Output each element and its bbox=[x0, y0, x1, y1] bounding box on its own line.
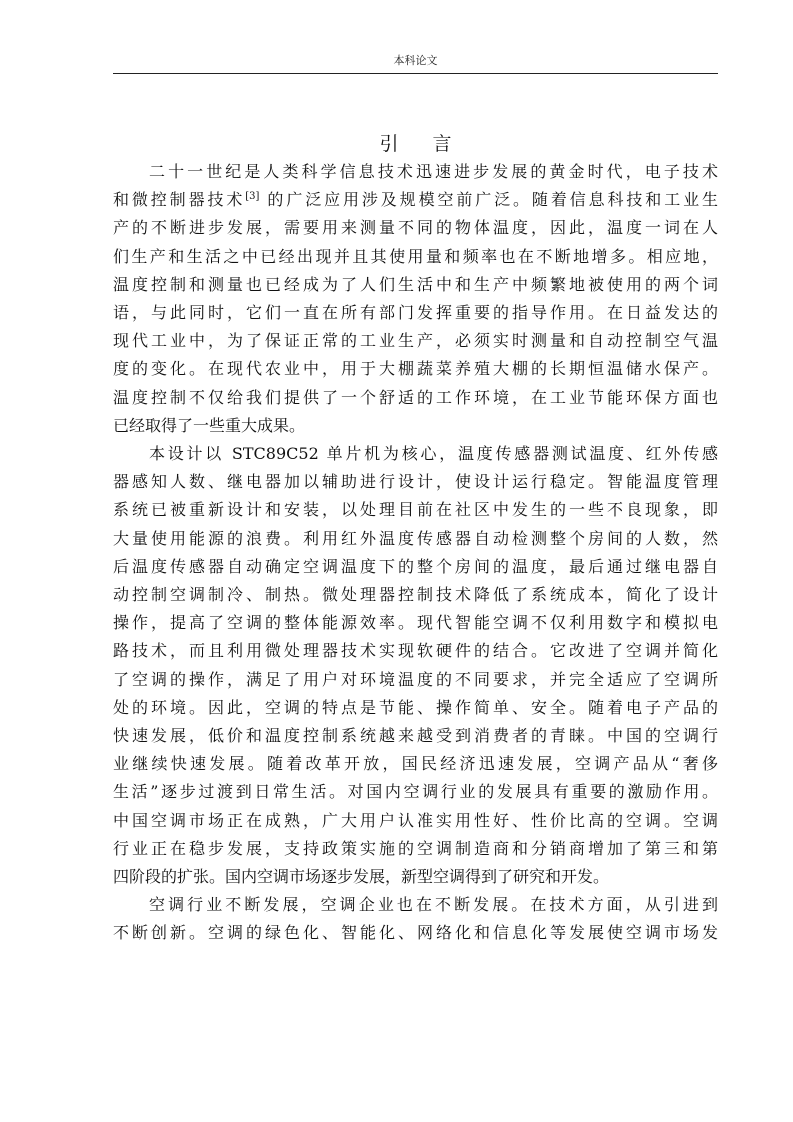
text-line: 业继续快速发展。随着改革开放，国民经济迅速发展，空调产品从“奢侈 bbox=[113, 754, 718, 774]
header-rule bbox=[113, 73, 718, 74]
text-line: 已经取得了一些重大成果。 bbox=[113, 415, 306, 435]
text-line: 路技术，而且利用微处理器技术实现软硬件的结合。它改进了空调并简化 bbox=[113, 641, 718, 661]
text-line: 中国空调市场正在成熟，广大用户认准实用性好、性价比高的空调。空调 bbox=[113, 810, 718, 830]
text-line: 器感知人数、继电器加以辅助进行设计，使设计运行稳定。智能温度管理 bbox=[113, 472, 718, 492]
text-line: 操作，提高了空调的整体能源效率。现代智能空调不仅利用数字和模拟电 bbox=[113, 613, 718, 633]
text-line: 产的不断进步发展，需要用来测量不同的物体温度，因此，温度一词在人 bbox=[113, 218, 718, 238]
text-line: 本设计以 STC89C52 单片机为核心，温度传感器测试温度、红外传感 bbox=[149, 444, 718, 464]
text-line: 行业正在稳步发展，支持政策实施的空调制造商和分销商增加了第三和第 bbox=[113, 838, 718, 858]
text-line: 后温度传感器自动确定空调温度下的整个房间的温度，最后通过继电器自 bbox=[113, 556, 718, 576]
text-line: 空调行业不断发展，空调企业也在不断发展。在技术方面，从引进到 bbox=[149, 895, 718, 915]
text-line: 处的环境。因此，空调的特点是节能、操作简单、安全。随着电子产品的 bbox=[113, 697, 718, 717]
text-line: 四阶段的扩张。国内空调市场逐步发展，新型空调得到了研究和开发。 bbox=[113, 867, 610, 887]
text-line: 动控制空调制冷、制热。微处理器控制技术降低了系统成本，简化了设计 bbox=[113, 585, 718, 605]
text-line: 语，与此同时，它们一直在所有部门发挥重要的指导作用。在日益发达的 bbox=[113, 303, 718, 323]
text-line: 大量使用能源的浪费。利用红外温度传感器自动检测整个房间的人数，然 bbox=[113, 528, 718, 548]
text-line: 了空调的操作，满足了用户对环境温度的不同要求，并完全适应了空调所 bbox=[113, 669, 718, 689]
text-line: 系统已被重新设计和安装，以处理目前在社区中发生的一些不良现象，即 bbox=[113, 500, 718, 520]
text-line: 生活”逐步过渡到日常生活。对国内空调行业的发展具有重要的激励作用。 bbox=[113, 782, 718, 802]
text-line: 温度控制和测量也已经成为了人们生活中和生产中频繁地被使用的两个词 bbox=[113, 274, 718, 294]
paragraph-2 bbox=[113, 440, 718, 891]
running-header: 本科论文 bbox=[393, 54, 438, 67]
text-line: 们生产和生活之中已经出现并且其使用量和频率也在不断地增多。相应地， bbox=[113, 246, 718, 266]
text-line: 不断创新。空调的绿色化、智能化、网络化和信息化等发展使空调市场发 bbox=[113, 923, 718, 943]
body-text bbox=[113, 158, 718, 948]
paragraph-3 bbox=[113, 891, 718, 947]
text-line: 快速发展，低价和温度控制系统越来越受到消费者的青睐。中国的空调行 bbox=[113, 726, 718, 746]
citation-ref[interactable]: [3] bbox=[245, 191, 260, 203]
text-segment: 和微控制器技术 bbox=[113, 190, 246, 210]
paragraph-1 bbox=[113, 158, 718, 440]
section-title: 引言 bbox=[379, 133, 486, 155]
text-segment: 的广泛应用涉及规模空前广泛。随着信息科技和工业生 bbox=[267, 190, 718, 210]
text-line-with-citation bbox=[113, 186, 718, 214]
text-line: 二十一世纪是人类科学信息技术迅速进步发展的黄金时代，电子技术 bbox=[149, 162, 718, 181]
text-line: 度的变化。在现代农业中，用于大棚蔬菜养殖大棚的长期恒温储水保产。 bbox=[113, 359, 718, 379]
text-line: 温度控制不仅给我们提供了一个舒适的工作环境，在工业节能环保方面也 bbox=[113, 387, 718, 407]
text-line: 现代工业中，为了保证正常的工业生产，必须实时测量和自动控制空气温 bbox=[113, 331, 718, 351]
